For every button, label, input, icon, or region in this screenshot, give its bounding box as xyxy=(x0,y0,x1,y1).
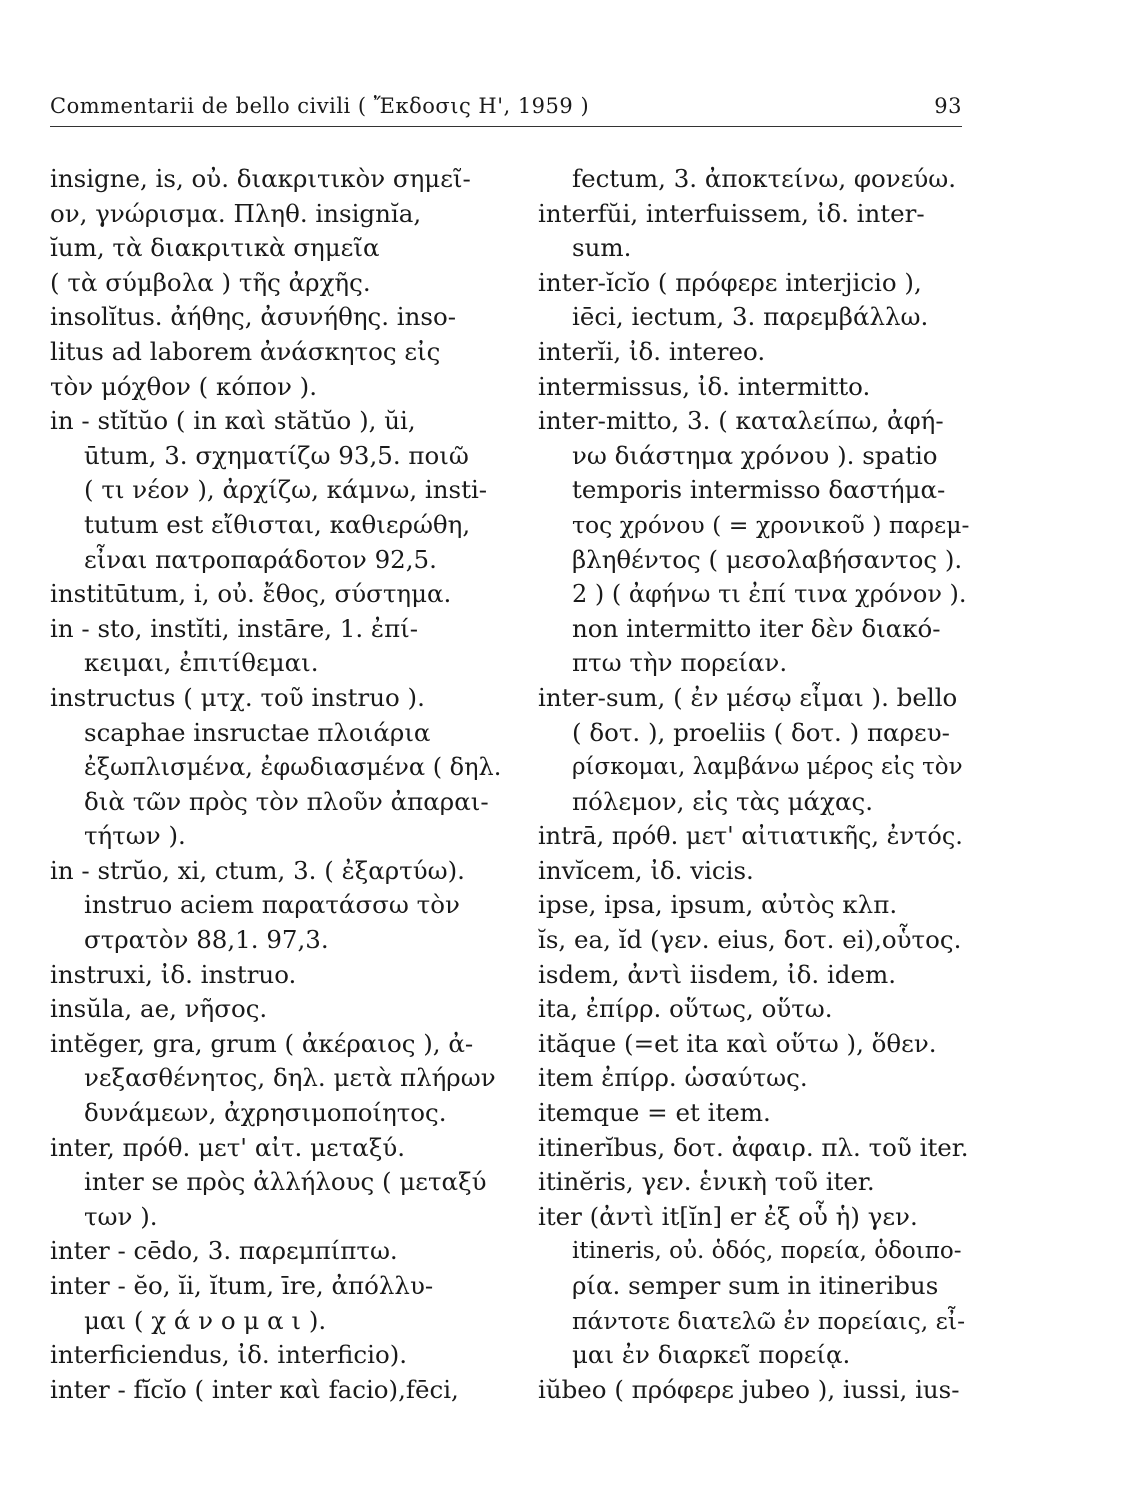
dictionary-line: νω διάστημα χρόνου ). spatio xyxy=(572,440,938,470)
dictionary-line: invĭcem, ἰδ. vicis. xyxy=(538,855,754,885)
dictionary-line: interĭi, ἰδ. intereo. xyxy=(538,336,766,366)
dictionary-line: 2 ) ( ἀφήνω τι ἐπί τινα χρόνον ). xyxy=(572,580,967,609)
dictionary-line: instruo aciem παρατάσσω τὸν xyxy=(84,890,460,920)
dictionary-line: inter se πρὸς ἀλλήλους ( μεταξύ xyxy=(84,1167,487,1197)
dictionary-line: fectum, 3. ἀποκτείνω, φονεύω. xyxy=(572,164,957,193)
dictionary-line: itemque = et item. xyxy=(538,1098,771,1128)
page-number: 93 xyxy=(934,94,962,118)
running-title: Commentarii de bello civili ( Ἔκδοσις Η', 1959 ) xyxy=(50,94,590,118)
dictionary-line: ipse, ipsa, ipsum, αὐτὸς κλπ. xyxy=(538,890,898,920)
dictionary-line: ρίσκομαι, λαμβάνω μέρος εἰς τὸν xyxy=(572,754,963,781)
dictionary-line: ρία. semper sum in itineribus xyxy=(572,1271,939,1300)
dictionary-line: δυνάμεων, ἀχρησιμοποίητος. xyxy=(84,1098,447,1128)
dictionary-line: inter-sum, ( ἐν μέσῳ εἶμαι ). bello xyxy=(538,682,958,712)
dictionary-line: μαι ἐν διαρκεῖ πορείᾳ. xyxy=(572,1340,851,1370)
dictionary-line: ἐξωπλισμένα, ἐφωδιασμένα ( δηλ. xyxy=(84,753,502,782)
dictionary-line: ita, ἐπίρρ. οὕτως, οὕτω. xyxy=(538,994,833,1024)
dictionary-line: inter - cēdo, 3. παρεμπίπτω. xyxy=(50,1236,398,1266)
dictionary-line: insŭla, ae, νῆσος. xyxy=(50,994,268,1024)
dictionary-line: inter - ĕo, ĭi, ĭtum, īre, ἀπόλλυ- xyxy=(50,1271,434,1300)
dictionary-line: κειμαι, ἐπιτίθεμαι. xyxy=(84,648,319,678)
dictionary-line: instruxi, ἰδ. instruo. xyxy=(50,959,297,989)
dictionary-line: iŭbeo ( πρόφερε jubeo ), iussi, ius- xyxy=(538,1374,960,1404)
dictionary-line: πτω τὴν πορείαν. xyxy=(572,648,788,678)
dictionary-line: intermissus, ἰδ. intermitto. xyxy=(538,371,871,401)
dictionary-line: ităque (=et ita καὶ οὕτω ), ὅθεν. xyxy=(538,1028,937,1058)
dictionary-line: itinĕris, γεν. ἑνικὴ τοῦ iter. xyxy=(538,1167,875,1197)
dictionary-line: ĭs, ea, ĭd (γεν. eius, δοτ. ei),οὗτος. xyxy=(538,925,962,955)
dictionary-line: ĭum, τὰ διακριτικὰ σημεῖα xyxy=(50,233,380,263)
dictionary-line: inter - fĭcĭo ( inter καὶ facio),fēci, xyxy=(50,1374,459,1404)
dictionary-line: interficiendus, ἰδ. interficio). xyxy=(50,1340,408,1370)
dictionary-line: νεξασθένητος, δηλ. μετὰ πλήρων xyxy=(84,1063,496,1093)
running-header xyxy=(50,92,962,127)
dictionary-line: διὰ τῶν πρὸς τὸν πλοῦν ἀπαραι- xyxy=(84,786,489,816)
dictionary-line: ūtum, 3. σχηματίζω 93,5. ποιῶ xyxy=(84,440,469,470)
dictionary-line: itinerĭbus, δοτ. ἀφαιρ. πλ. τοῦ iter. xyxy=(538,1132,969,1162)
dictionary-line: πάντοτε διατελῶ ἐν πορείαις, εἶ- xyxy=(572,1306,966,1335)
dictionary-line: ( δοτ. ), proeliis ( δοτ. ) παρευ- xyxy=(572,717,950,747)
dictionary-line: tutum est εἴθισται, καθιερώθη, xyxy=(84,509,471,539)
dictionary-line: in - sto, instĭti, instāre, 1. ἐπί- xyxy=(50,613,419,643)
dictionary-line: isdem, ἀντὶ iisdem, ἰδ. idem. xyxy=(538,959,896,989)
dictionary-line: ον, γνώρισμα. Πληθ. insignĭa, xyxy=(50,198,422,228)
dictionary-line: in - stĭtŭo ( in καὶ stătŭo ), ŭi, xyxy=(50,406,416,436)
dictionary-line: τος χρόνου ( = χρονικοῦ ) παρεμ- xyxy=(572,510,970,539)
dictionary-line: non intermitto iter δὲν διακό- xyxy=(572,613,941,643)
left-column xyxy=(50,162,500,1407)
dictionary-line: βληθέντος ( μεσολαβήσαντος ). xyxy=(572,544,963,574)
dictionary-line: insolĭtus. ἀήθης, ἀσυνήθης. inso- xyxy=(50,302,457,332)
right-column xyxy=(538,162,968,1407)
dictionary-line: litus ad laborem ἀνάσκητος εἰς xyxy=(50,336,441,366)
dictionary-line: interfŭi, interfuissem, ἰδ. inter- xyxy=(538,198,925,228)
dictionary-line: inter, πρόθ. μετ' αἰτ. μεταξύ. xyxy=(50,1132,405,1162)
dictionary-line: πόλεμον, εἰς τὰς μάχας. xyxy=(572,786,873,816)
dictionary-line: scaphae insructae πλοιάρια xyxy=(84,717,431,747)
dictionary-line: iēci, iectum, 3. παρεμβάλλω. xyxy=(572,302,929,332)
dictionary-line: ( τὰ σύμβολα ) τῆς ἀρχῆς. xyxy=(50,267,371,297)
dictionary-line: μαι ( χ ά ν ο μ α ι ). xyxy=(84,1305,327,1335)
dictionary-line: itineris, οὐ. ὁδός, πορεία, ὁδοιπο- xyxy=(572,1238,962,1265)
dictionary-line: inter-mitto, 3. ( καταλείπω, ἀφή- xyxy=(538,406,944,436)
dictionary-line: intĕger, gra, grum ( ἀκέραιος ), ἀ- xyxy=(50,1028,474,1058)
dictionary-line: στρατὸν 88,1. 97,3. xyxy=(84,925,329,955)
dictionary-line: τήτων ). xyxy=(84,821,186,851)
dictionary-line: sum. xyxy=(572,233,632,263)
dictionary-line: iter (ἀντὶ it[ĭn] er ἐξ οὗ ἡ) γεν. xyxy=(538,1201,918,1231)
dictionary-line: των ). xyxy=(84,1201,158,1231)
dictionary-line: intrā, πρόθ. μετ' αἰτιατικῆς, ἐντός. xyxy=(538,822,963,851)
dictionary-line: insigne, is, οὐ. διακριτικὸν σημεῖ- xyxy=(50,164,471,193)
dictionary-line: item ἐπίρρ. ὡσαύτως. xyxy=(538,1063,808,1093)
dictionary-line: institūtum, i, οὐ. ἔθος, σύστημα. xyxy=(50,579,452,609)
dictionary-line: τὸν μόχθον ( κόπον ). xyxy=(50,371,317,401)
dictionary-line: inter-ĭcĭo ( πρόφερε interjicio ), xyxy=(538,267,922,297)
dictionary-line: ( τι νέον ), ἀρχίζω, κάμνω, insti- xyxy=(84,475,488,505)
dictionary-line: εἶναι πατροπαράδοτον 92,5. xyxy=(84,544,437,574)
dictionary-line: temporis intermisso δαστήμα- xyxy=(572,475,946,505)
dictionary-line: instructus ( μτχ. τοῦ instruo ). xyxy=(50,682,425,712)
dictionary-line: in - strŭo, xi, ctum, 3. ( ἐξαρτύω). xyxy=(50,855,465,885)
